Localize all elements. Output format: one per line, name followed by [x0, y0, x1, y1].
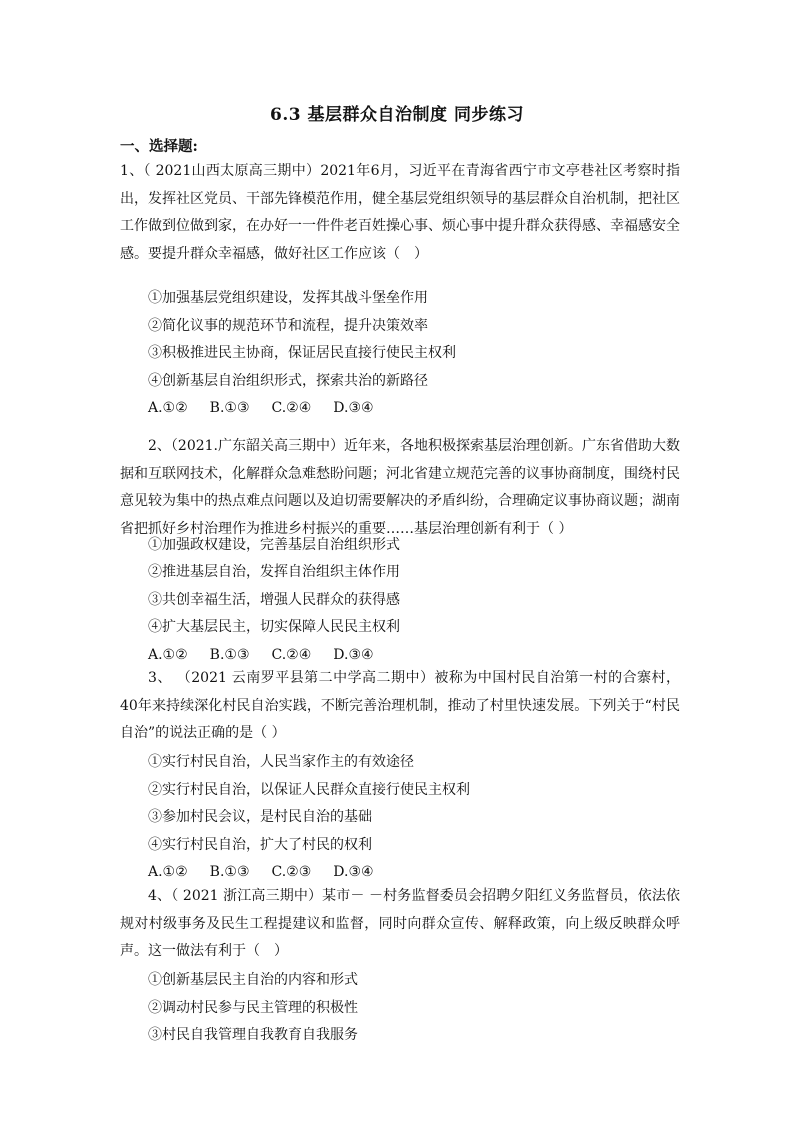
question-1-option-1: ①加强基层党组织建设，发挥其战斗堡垒作用: [148, 290, 428, 306]
answer-choice: B.①③: [209, 864, 250, 880]
answer-choice: C.②③: [271, 864, 312, 880]
answer-choice: C.②④: [271, 400, 312, 416]
question-3-option-3: ③参加村民会议，是村民自治的基础: [148, 809, 372, 825]
question-2-answers: [148, 645, 396, 665]
question-4-stem: 4、（ 2021 浙江高三期中）某市－ －村务监督委员会招聘夕阳红义务监督员，依法依规对村级事务及民生工程提建议和监督，同时向群众宣传、解释政策，向上级反映群众呼声。这一做法有利于（ ）: [120, 888, 680, 959]
answer-choice: A.①②: [148, 864, 188, 880]
question-3-option-1: ①实行村民自治，人民当家作主的有效途径: [148, 754, 414, 770]
answer-choice: D.③④: [333, 647, 374, 663]
question-1-answers: [148, 398, 396, 418]
question-3-option-2: ②实行村民自治，以保证人民群众直接行使民主权利: [148, 782, 470, 798]
question-4-option-3: ③村民自我管理自我教育自我服务: [148, 1027, 358, 1043]
question-4-option-2: ②调动村民参与民主管理的积极性: [148, 1000, 358, 1016]
question-1-option-3: ③积极推进民主协商，保证居民直接行使民主权利: [148, 345, 456, 361]
question-1-option-4: ④创新基层自治组织形式，探索共治的新路径: [148, 373, 428, 389]
page-title: 6.3 基层群众自治制度 同步练习: [270, 105, 524, 125]
answer-choice: D.③④: [333, 400, 374, 416]
question-4-option-1: ①创新基层民主自治的内容和形式: [148, 972, 358, 988]
section-heading: 一、选择题:: [120, 138, 198, 155]
question-3-stem: 3、 （2021 云南罗平县第二中学高二期中）被称为中国村民自治第一村的合寨村，40年来持续深化村民自治实践，不断完善治理机制，推动了村里快速发展。下列关于“村民自治”的说法正确的是（ ）: [120, 670, 680, 741]
answer-choice: B.①③: [209, 647, 250, 663]
answer-choice: A.①②: [148, 400, 188, 416]
answer-choice: C.②④: [271, 647, 312, 663]
question-2-option-2: ②推进基层自治，发挥自治组织主体作用: [148, 564, 400, 580]
question-3-answers: [148, 862, 396, 882]
question-2-option-4: ④扩大基层民主，切实保障人民民主权利: [148, 619, 400, 635]
answer-choice: A.①②: [148, 647, 188, 663]
question-2-option-1: ①加强政权建设，完善基层自治组织形式: [148, 537, 400, 553]
question-3-option-4: ④实行村民自治，扩大了村民的权利: [148, 837, 372, 853]
answer-choice: D.③④: [333, 864, 374, 880]
question-1-option-2: ②简化议事的规范环节和流程，提升决策效率: [148, 318, 428, 334]
question-1-stem: 1、（ 2021山西太原高三期中）2021年6月，习近平在青海省西宁市文亭巷社区考察时指出，发挥社区党员、干部先锋模范作用，健全基层党组织领导的基层群众自治机制，把社区工作做到位做到家，在办好一一件件老百姓操心事、烦心事中提升群众获得感、幸福感安全感。要提升群众幸福感，做好社区工作应该（ ）: [120, 163, 680, 262]
answer-choice: B.①③: [209, 400, 250, 416]
question-2-stem: 2、（2021.广东韶关高三期中）近年来，各地积极探索基层治理创新。广东省借助大数据和互联网技术，化解群众急难愁盼问题；河北省建立规范完善的议事协商制度，围绕村民意见较为集中的热点难点问题以及迫切需要解决的矛盾纠纷，合理确定议事协商议题；湖南省把抓好乡村治理作为推进乡村振兴的重要……基层治理创新有利于（ ）: [120, 438, 680, 537]
question-2-option-3: ③共创幸福生活，增强人民群众的获得感: [148, 592, 400, 608]
